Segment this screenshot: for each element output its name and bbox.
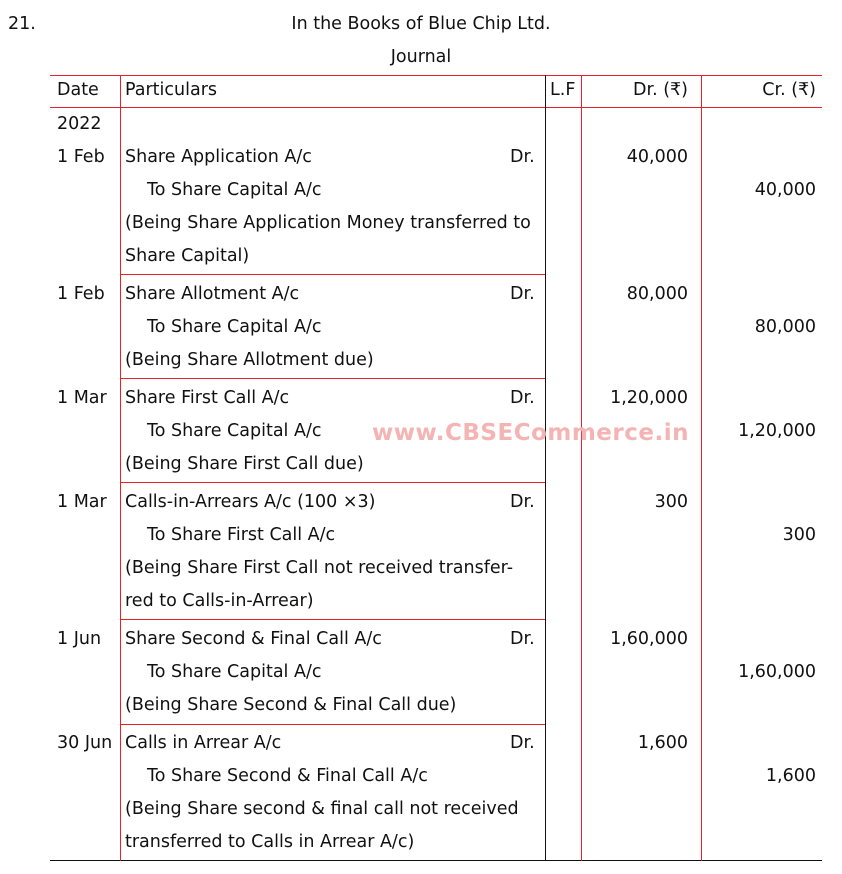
dr-marker: Dr. [510, 733, 535, 753]
cr-amount: 1,600 [765, 766, 816, 786]
page-title: In the Books of Blue Chip Ltd. [291, 14, 551, 34]
narration-line: Share Capital) [125, 246, 250, 266]
column-divider-dr [701, 75, 702, 861]
narration-line: (Being Share First Call not received transfer- [125, 558, 514, 578]
header-particulars: Particulars [125, 80, 218, 100]
cr-amount: 300 [782, 525, 816, 545]
header-dr: Dr. (₹) [633, 80, 688, 100]
narration-line: (Being Share First Call due) [125, 454, 364, 474]
credit-account: To Share First Call A/c [147, 525, 336, 545]
debit-account: Share Application A/c [125, 147, 312, 167]
debit-account: Share Allotment A/c [125, 284, 300, 304]
narration-line: (Being Share Allotment due) [125, 350, 374, 370]
debit-account: Share Second & Final Call A/c [125, 629, 382, 649]
debit-account: Calls in Arrear A/c [125, 733, 282, 753]
credit-account: To Share Capital A/c [147, 180, 322, 200]
dr-marker: Dr. [510, 629, 535, 649]
dr-amount: 1,600 [637, 733, 688, 753]
column-divider-date [120, 75, 121, 861]
dr-amount: 1,20,000 [610, 388, 688, 408]
header-date: Date [57, 80, 99, 100]
credit-account: To Share Capital A/c [147, 421, 322, 441]
column-divider-lf [581, 75, 582, 861]
credit-account: To Share Capital A/c [147, 317, 322, 337]
cr-amount: 1,60,000 [738, 662, 816, 682]
cr-amount: 80,000 [754, 317, 816, 337]
narration-line: (Being Share second & final call not received [125, 799, 519, 819]
narration-line: transferred to Calls in Arrear A/c) [125, 832, 415, 852]
journal-subtitle: Journal [390, 47, 452, 67]
column-divider-particulars [545, 75, 546, 861]
credit-account: To Share Capital A/c [147, 662, 322, 682]
narration-line: red to Calls-in-Arrear) [125, 591, 314, 611]
table-top-border [50, 75, 822, 76]
entry-date: 1 Mar [57, 492, 107, 512]
narration-line: (Being Share Second & Final Call due) [125, 695, 457, 715]
dr-amount: 1,60,000 [610, 629, 688, 649]
dr-amount: 40,000 [626, 147, 688, 167]
cr-amount: 40,000 [754, 180, 816, 200]
entry-separator [120, 274, 545, 275]
entry-date: 1 Jun [57, 629, 102, 649]
watermark: www.CBSECommerce.in [372, 420, 689, 446]
cr-amount: 1,20,000 [738, 421, 816, 441]
table-bottom-border [50, 860, 822, 861]
entry-date: 30 Jun [57, 733, 113, 753]
question-number: 21. [8, 14, 36, 34]
year-label: 2022 [57, 114, 102, 134]
entry-separator [120, 619, 545, 620]
credit-account: To Share Second & Final Call A/c [147, 766, 428, 786]
dr-marker: Dr. [510, 284, 535, 304]
header-cr: Cr. (₹) [762, 80, 816, 100]
header-bottom-border [50, 107, 822, 108]
entry-separator [120, 724, 545, 725]
debit-account: Share First Call A/c [125, 388, 290, 408]
dr-amount: 80,000 [626, 284, 688, 304]
entry-date: 1 Feb [57, 284, 105, 304]
debit-account: Calls-in-Arrears A/c (100 ×3) [125, 492, 376, 512]
narration-line: (Being Share Application Money transferred to [125, 213, 531, 233]
entry-separator [120, 482, 545, 483]
dr-marker: Dr. [510, 492, 535, 512]
entry-date: 1 Mar [57, 388, 107, 408]
dr-marker: Dr. [510, 147, 535, 167]
dr-amount: 300 [654, 492, 688, 512]
entry-date: 1 Feb [57, 147, 105, 167]
entry-separator [120, 378, 545, 379]
dr-marker: Dr. [510, 388, 535, 408]
header-lf: L.F [550, 80, 576, 100]
